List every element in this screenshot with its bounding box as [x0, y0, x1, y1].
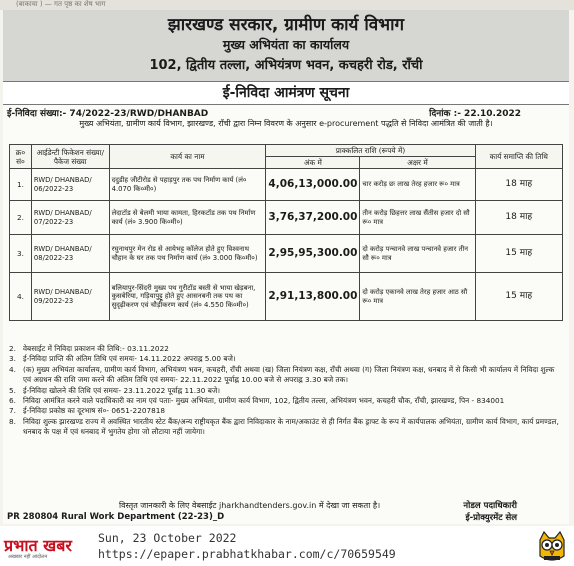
cell-duration: 15 माह — [475, 273, 562, 321]
table-row — [10, 201, 563, 235]
cell-sn: 3. — [10, 235, 32, 273]
logo-text: प्रभात खबर — [4, 536, 72, 555]
procurement-cell: ई-प्रोक्युरमेंट सेल — [465, 513, 517, 523]
tender-ref-number: ई-निविदा संख्या:- 74/2022-23/RWD/DHANBAD — [7, 109, 209, 119]
epaper-link[interactable]: https://epaper.prabhatkhabar.com/c/70659549 — [98, 547, 396, 561]
note-item: 6. निविदा आमंत्रित करने वाले पदाधिकारी का नाम एवं पताः- मुख्य अभियंता, ग्रामीण कार्य विभाग, 102, द्वितीय तल्ला, अभियंत्रण भवन, कचहरी चौक, राँची, झारखण्ड, पिन - 834001 — [9, 396, 505, 406]
table-row — [10, 169, 563, 201]
org-name: झारखण्ड सरकार, ग्रामीण कार्य विभाग — [167, 15, 405, 35]
col-header-words: अक्षर में — [360, 157, 475, 169]
table-row — [10, 235, 563, 273]
note-item: 2. वेबसाईट में निविदा प्रकाशन की तिथि:- 03.11.2022 — [9, 344, 169, 353]
intro-text: मुख्य अभियंता, ग्रामीण कार्य विभाग, झारखण्ड, राँची द्वारा निम्न विवरण के अनुसार e-procurement पद्धति से निविदा आमंत्रित की जाती है। — [79, 119, 493, 128]
cell-amount-words: दो करोड़ पन्चानवे लाख पन्चानवे हजार तीन सौ रू० मात्र — [360, 235, 475, 273]
office-name: मुख्य अभियंता का कार्यालय — [222, 37, 350, 52]
cell-work: लेदाटॉड से बेलमी भाया कामता, हिरकटॉड तक पथ निर्माण कार्य (लं० 3.900 कि०मी०) — [109, 201, 266, 235]
cell-sn: 2. — [10, 201, 32, 235]
note-item: 7. ई-निविदा प्रकोष्ठ का दूरभाष सं०- 0651-2207818 — [9, 406, 166, 416]
col-header-work: कार्य का नाम — [109, 145, 266, 169]
cell-amount-words: तीन करोड़ छिहत्तर लाख सैंतीस हजार दो सौ रू० मात्र — [360, 201, 475, 235]
note-item: 5. ई-निविदा खोलने की तिथि एवं समयः- 23.11.2022 पूर्वाह्न 11.30 बजे। — [9, 385, 221, 395]
cell-id: RWD/ DHANBAD/ 07/2022-23 — [31, 201, 109, 235]
cell-duration: 18 माह — [475, 201, 562, 235]
cell-id: RWD/ DHANBAD/ 08/2022-23 — [31, 235, 109, 273]
prabhat-khabar-logo[interactable] — [4, 534, 92, 560]
note-item: 8. निविदा शुल्क झारखण्ड राज्य में अवस्थित भारतीय स्टेट बैंक/अन्य राष्ट्रीयकृत बैंक द्वारा निविदाकार के नाम/अकाउंट से ही निर्गत बैंक ड्राफ्ट के रूप में कार्यपालक अभियंता, ग्रामीण कार्य विभाग, कार्य प्रमण्डल, धनबाद के पक्ष में एवं धनबाद में भुगतेय होगा जो लौटाया नहीं जायेगा। — [9, 416, 559, 437]
cell-id: RWD/ DHANBAD/ 09/2022-23 — [31, 273, 109, 321]
note-item: 4. (क) मुख्य अभियंता कार्यालय, ग्रामीण कार्य विभाग, अभियंत्रण भवन, कचहरी, राँची अथवा (ख) जिला नियंत्रण कक्ष, राँची अथवा (ग) जिला नियंत्रण कक्ष, धनबाद में से किसी भी कार्यालय में निविदा शुल्क एवं अग्रधन की राशि जमा करने की अंतिम तिथि एवं समयः- 22.11.2022 पूर्वाह्न 10.00 बजे से अपराह्न 3.30 बजे तक। — [9, 364, 555, 385]
table-header-row — [10, 145, 563, 157]
cell-work: बलियापुर-सिंदरी मुख्य पथ गुरीटॉड बस्ती से भाया खेड़बना, कुसबेरिया, गड़ियापुट्टू होते हुए आसनबनी तक पथ का सुदृढ़ीकरण एवं चौड़ीकरण कार्य (लं० 4.550 कि०मी०) — [109, 273, 266, 321]
logo-tagline: अखबार नहीं आंदोलन — [8, 554, 48, 560]
col-header-sn: क्र० सं० — [10, 145, 32, 169]
cell-work: रघुनाथपुर मेन रोड से आयेभट्ट कॉलेज होते हुए विश्वनाथ चौहान के घर तक पथ निर्माण कार्य (लं० 3.000 कि०मी०) — [109, 235, 266, 273]
cell-id: RWD/ DHANBAD/ 06/2022-23 — [31, 169, 109, 201]
office-address: 102, द्वितीय तल्ला, अभियंत्रण भवन, कचहरी रोड, राँची — [149, 58, 423, 73]
notes-list — [9, 344, 563, 438]
tender-notice — [3, 10, 569, 524]
edition-date: Sun, 23 October 2022 — [98, 531, 237, 545]
notice-title: ई-निविदा आमंत्रण सूचना — [3, 81, 569, 105]
notice-date: दिनांक :- 22.10.2022 — [429, 109, 521, 119]
pr-number: PR 280804 Rural Work Department (22-23)_D — [7, 512, 225, 522]
cell-duration: 18 माह — [475, 169, 562, 201]
website-note: विस्तृत जानकारी के लिए वेबसाईट jharkhandtenders.gov.in में देखा जा सकता है। — [119, 501, 381, 510]
table-row — [10, 273, 563, 321]
cell-amount-words: चार करोड़ छः लाख तेरह हजार रू० मात्र — [360, 169, 475, 201]
cell-amount-digits: 2,91,13,800.00 — [266, 273, 360, 321]
cell-sn: 4. — [10, 273, 32, 321]
col-header-duration: कार्य समाप्ति की तिथि — [475, 145, 562, 169]
tender-table — [9, 144, 563, 321]
col-header-id: आईडेन्टी फिकेशन संख्या/पैकेज संख्या — [31, 145, 109, 169]
note-item: 3. ई-निविदा प्राप्ति की अंतिम तिथि एवं समयः- 14.11.2022 अपराह्न 5.00 बजे। — [9, 354, 236, 364]
cell-sn: 1. — [10, 169, 32, 201]
col-header-amount: प्राक्कलित राशि (रूपये में) — [266, 145, 475, 157]
cell-amount-digits: 2,95,95,300.00 — [266, 235, 360, 273]
cell-amount-words: दो करोड़ एकानवे लाख तेरह हजार आठ सौ रू० मात्र — [360, 273, 475, 321]
top-clipped-strip — [0, 0, 574, 10]
cell-duration: 15 माह — [475, 235, 562, 273]
cell-amount-digits: 4,06,13,000.00 — [266, 169, 360, 201]
cell-work: ददुडीह जीटीरोड से पहाड़पुर तक पथ निर्माण कार्य (लं० 4.070 कि०मी०) — [109, 169, 266, 201]
col-header-digits: अंक में — [266, 157, 360, 169]
owl-mascot-icon — [535, 530, 569, 564]
epaper-footer — [0, 526, 574, 566]
nodal-officer: नोडल पदाधिकारी — [463, 501, 517, 511]
cell-amount-digits: 3,76,37,200.00 — [266, 201, 360, 235]
header-band — [3, 10, 569, 86]
clipped-text: (बाकाया ) — गत पृष्ठ का शेष भाग — [16, 0, 106, 8]
